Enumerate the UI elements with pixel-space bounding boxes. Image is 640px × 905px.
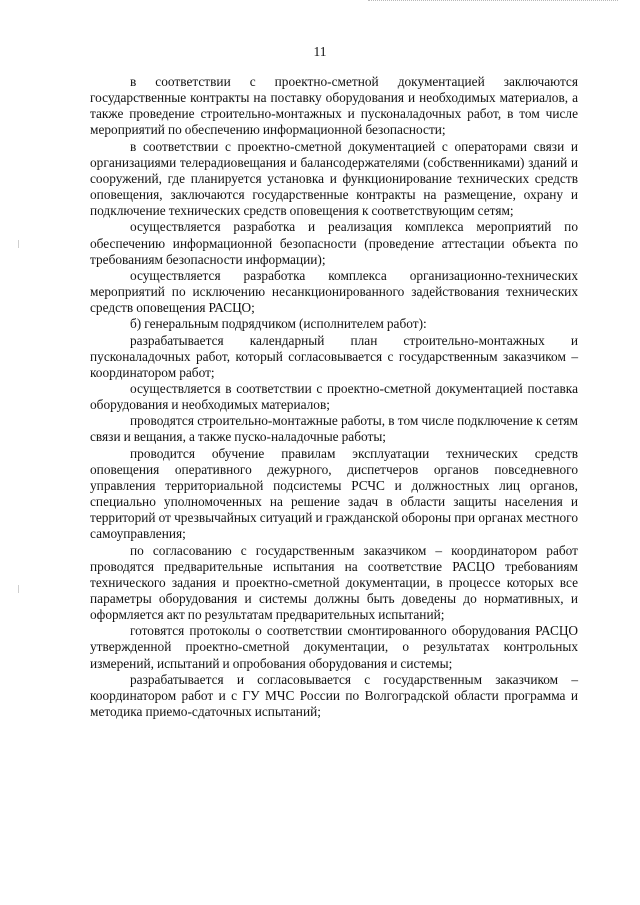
paragraph: в соответствии с проектно-сметной документацией заключаются государственные контракты на поставку оборудования и необходимых материалов, а также проведение строительно-монтажных и пусконаладочных работ, в том числе мероприятий по обеспечению информационной безопасности;	[90, 74, 578, 138]
scan-margin-mark	[18, 240, 19, 248]
paragraph: осуществляется в соответствии с проектно-сметной документацией поставка оборудования и необходимых материалов;	[90, 380, 578, 413]
paragraph: разрабатывается и согласовывается с государственным заказчиком – координатором работ и с ГУ МЧС России по Волгоградской области программа и методика приемо-сдаточных испытаний;	[90, 671, 578, 720]
paragraph: по согласованию с государственным заказчиком – координатором работ проводятся предварительные испытания на соответствие РАСЦО требованиям технического задания и проектно-сметной документации, в процессе которых все параметры оборудования и системы должны быть доведены до нормативных, и оформляется акт по результатам предварительных испытаний;	[90, 542, 578, 623]
paragraph: проводится обучение правилам эксплуатации технических средств оповещения оперативного дежурного, диспетчеров органов повседневного управления территориальной подсистемы РСЧС и должностных лиц органов, специально уполномоченных на решение задач в области защиты населения и территорий от чрезвычайных ситуаций и гражданской обороны при органах местного самоуправления;	[90, 445, 578, 542]
scan-margin-mark	[18, 585, 19, 593]
paragraph: в соответствии с проектно-сметной документацией с операторами связи и организациями телерадиовещания и балансодержателями (собственниками) зданий и сооружений, где планируется установка и функционирование технических средств оповещения, заключаются государственные контракты на размещение, охрану и подключение технических средств оповещения к соответствующим сетям;	[90, 138, 578, 219]
paragraph: осуществляется разработка комплекса организационно-технических мероприятий по исключению несанкционированного задействования технических средств оповещения РАСЦО;	[90, 267, 578, 316]
document-body	[90, 74, 578, 720]
paragraph: проводятся строительно-монтажные работы, в том числе подключение к сетям связи и вещания, а также пуско-наладочные работы;	[90, 413, 578, 445]
paragraph: готовятся протоколы о соответствии смонтированного оборудования РАСЦО утвержденной проектно-сметной документации, о результатах контрольных измерений, испытаний и опробования оборудования и системы;	[90, 623, 578, 671]
scan-edge-marks	[368, 0, 618, 4]
page-number: 11	[313, 44, 327, 59]
paragraph: разрабатывается календарный план строительно-монтажных и пусконаладочных работ, который согласовывается с государственным заказчиком – координатором работ;	[90, 332, 578, 380]
paragraph: б) генеральным подрядчиком (исполнителем работ):	[130, 316, 427, 332]
paragraph: осуществляется разработка и реализация комплекса мероприятий по обеспечению информационной безопасности (проведение аттестации объекта по требованиям безопасности информации);	[90, 219, 578, 267]
